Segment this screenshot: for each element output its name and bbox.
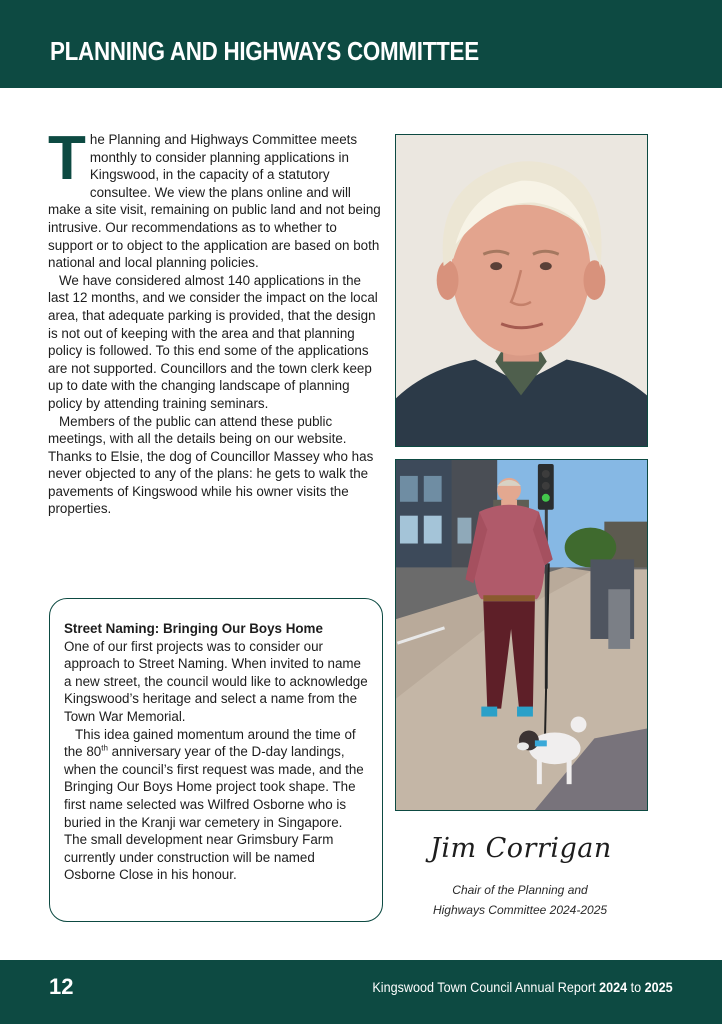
portrait-photo [395, 134, 648, 447]
caption-line-1: Chair of the Planning and [452, 883, 588, 897]
street-naming-title: Street Naming: Bringing Our Boys Home [64, 621, 323, 636]
year-end: 2025 [644, 979, 673, 995]
street-walk-illustration [396, 460, 647, 810]
street-naming-box [49, 598, 383, 922]
street-naming-text-after: anniversary year of the D-day landings, when the council’s first request was made, and the Bringing Our Boys Home project took shape. The first name selected was Wilfred Osborne who is buried in the Kranji war cemetery in Singapore. The small development near Grimsbury Farm currently under construction will be named Osborne Close in his honour. [64, 744, 364, 883]
article-body [48, 124, 382, 518]
year-separator: to [627, 979, 645, 995]
ordinal-suffix: th [101, 743, 108, 753]
caption-line-2: Highways Committee 2024-2025 [432, 903, 608, 917]
page-title: PLANNING AND HIGHWAYS COMMITTEE [50, 36, 479, 66]
street-walk-photo [395, 459, 648, 811]
street-naming-paragraph-2 [64, 726, 368, 884]
article-paragraph-3: Members of the public can attend these public meetings, with all the details being on our website. Thanks to Elsie, the dog of Councillor Massey who has never objected to any of the plans: he gets to walk the pavements of Kingswood while his owner visits the properties. [48, 413, 374, 517]
page-number: 12 [49, 974, 74, 999]
article-paragraph-1: he Planning and Highways Committee meets monthly to consider planning applications in Kingswood, in the capacity of a statutory consultee. We view the plans online and will make a site visit, remaining on public land and not being intrusive. Our recommendations as to whether to support or to object to the application are based on both national and local planning policies. [48, 132, 381, 271]
article-paragraph-2: We have considered almost 140 applications in the last 12 months, and we consider the impact on the local area, that adequate parking is provided, that the design is not out of keeping with the area and that planning policy is followed. To this end some of the applications are not supported. Councillors and the town clerk keep up to date with the changing landscape of planning policy by attending training seminars. [48, 272, 378, 411]
report-title: Kingswood Town Council Annual Report [372, 979, 600, 995]
header-bar [0, 0, 722, 88]
year-start: 2024 [599, 979, 628, 995]
signature-caption [410, 880, 630, 920]
portrait-illustration [396, 135, 647, 446]
signature: Jim Corrigan [430, 833, 612, 864]
footer-report-title [373, 979, 673, 995]
street-naming-paragraph-1: One of our first projects was to consider our approach to Street Naming. When invited to name a new street, the council would like to acknowledge Kingswood’s heritage and select a name from the Town War Memorial. [64, 638, 368, 724]
street-naming-text-before: This idea gained momentum around the time of the 80 [64, 726, 356, 760]
drop-cap: T [48, 124, 86, 193]
